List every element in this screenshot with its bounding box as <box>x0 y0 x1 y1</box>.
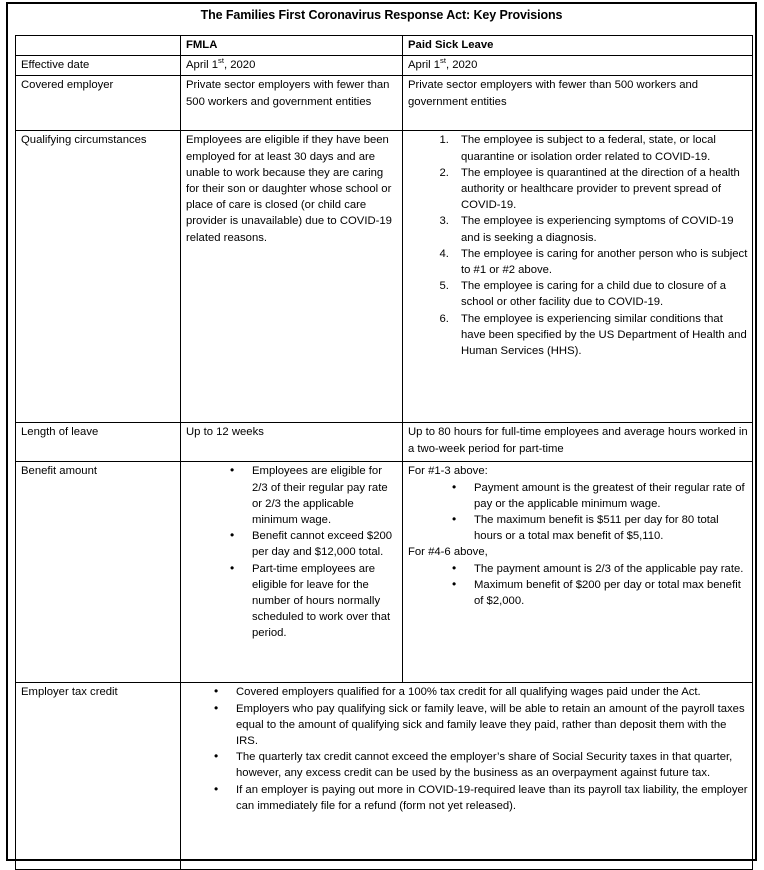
table-row-benefit-amount <box>16 462 753 683</box>
list-item: • Covered employers qualified for a 100% tax credit for all qualifying wages paid under the Act. <box>214 684 748 700</box>
table-row-covered-employer <box>16 76 753 131</box>
list-item: 6. The employee is experiencing similar conditions that have been specified by the US Department of Health and Human Services (HHS). <box>452 311 748 360</box>
row-label-effective-date: Effective date <box>16 56 181 76</box>
benefit-psl-list-2 <box>408 561 748 610</box>
effective-date-fmla-prefix: April 1 <box>186 59 219 72</box>
list-item: • If an employer is paying out more in COVID-19-required leave than its payroll tax liability, the employer can immediately file for a refund (form not yet released). <box>214 782 748 814</box>
qualifying-fmla-text: Employees are eligible if they have been employed for at least 30 days and are unable to work because they are caring for their son or daughter whose school or place of care is closed (or child care provider is unavailable) due to COVID-19 related reasons. <box>186 134 392 244</box>
cell-psl-qualifying-circumstances <box>403 131 753 423</box>
row-label-benefit-amount: Benefit amount <box>16 462 181 683</box>
cell-psl-length-of-leave <box>403 423 753 462</box>
row-label-length-of-leave: Length of leave <box>16 423 181 462</box>
effective-date-psl-suffix: , 2020 <box>445 59 478 72</box>
list-item: • Benefit cannot exceed $200 per day and $12,000 total. <box>230 528 398 560</box>
cell-fmla-effective-date <box>181 56 403 76</box>
table-row-length-of-leave <box>16 423 753 462</box>
row-label-employer-tax-credit: Employer tax credit <box>16 683 181 870</box>
cell-fmla-length-of-leave <box>181 423 403 462</box>
length-of-leave-fmla-text: Up to 12 weeks <box>186 426 264 439</box>
cell-psl-effective-date <box>403 56 753 76</box>
cell-psl-benefit-amount <box>403 462 753 683</box>
effective-date-psl-sup: st <box>440 56 446 66</box>
cell-fmla-qualifying-circumstances <box>181 131 403 423</box>
qualifying-psl-list <box>408 132 748 359</box>
list-item: • Maximum benefit of $200 per day or total max benefit of $2,000. <box>452 577 748 609</box>
effective-date-fmla-sup: st <box>218 56 224 66</box>
benefit-fmla-list <box>186 463 398 641</box>
row-label-qualifying-circumstances: Qualifying circumstances <box>16 131 181 423</box>
covered-employer-fmla-text: Private sector employers with fewer than 500 workers and government entities <box>186 79 390 108</box>
list-item: 4. The employee is caring for another person who is subject to #1 or #2 above. <box>452 246 748 278</box>
table-row-qualifying-circumstances <box>16 131 753 423</box>
list-item: • Employees are eligible for 2/3 of their regular pay rate or 2/3 the applicable minimum wage. <box>230 463 398 528</box>
list-item: • Employers who pay qualifying sick or family leave, will be able to retain an amount of the payroll taxes equal to the amount of qualifying sick and family leave they paid, rather than deposit them with the IRS. <box>214 701 748 750</box>
row-label-covered-employer: Covered employer <box>16 76 181 131</box>
list-item: • The payment amount is 2/3 of the applicable pay rate. <box>452 561 748 577</box>
list-item: 5. The employee is caring for a child due to closure of a school or other facility due to COVID-19. <box>452 278 748 310</box>
column-header-paid-sick-leave: Paid Sick Leave <box>403 36 753 56</box>
list-item: 2. The employee is quarantined at the direction of a health authority or healthcare provider to prevent spread of COVID-19. <box>452 165 748 214</box>
list-item: • Part-time employees are eligible for leave for the number of hours normally scheduled to work over that period. <box>230 561 398 642</box>
covered-employer-psl-text: Private sector employers with fewer than 500 workers and government entities <box>408 79 699 108</box>
cell-fmla-benefit-amount <box>181 462 403 683</box>
page-title: The Families First Coronavirus Response Act: Key Provisions <box>200 8 563 22</box>
benefit-psl-list-1 <box>408 480 748 545</box>
benefit-psl-heading-1: For #1-3 above: <box>408 465 488 478</box>
table-row-effective-date <box>16 56 753 76</box>
document-page <box>6 2 757 861</box>
effective-date-psl-prefix: April 1 <box>408 59 441 72</box>
cell-psl-covered-employer <box>403 76 753 131</box>
column-header-fmla: FMLA <box>181 36 403 56</box>
cell-employer-tax-credit <box>181 683 753 870</box>
effective-date-fmla-suffix: , 2020 <box>223 59 256 72</box>
list-item: 3. The employee is experiencing symptoms of COVID-19 and is seeking a diagnosis. <box>452 213 748 245</box>
cell-fmla-covered-employer <box>181 76 403 131</box>
list-item: • The maximum benefit is $511 per day for 80 total hours or a total max benefit of $5,110. <box>452 512 748 544</box>
list-item: • Payment amount is the greatest of their regular rate of pay or the applicable minimum wage. <box>452 480 748 512</box>
list-item: • The quarterly tax credit cannot exceed the employer’s share of Social Security taxes in that quarter, however, any excess credit can be used by the business as an overpayment against future tax. <box>214 749 748 781</box>
table-header-row <box>16 36 753 56</box>
employer-tax-credit-list <box>186 684 748 814</box>
header-cell-empty <box>16 36 181 56</box>
table-row-employer-tax-credit <box>16 683 753 870</box>
length-of-leave-psl-text: Up to 80 hours for full-time employees and average hours worked in a two-week period for part-time <box>408 426 748 455</box>
list-item: 1. The employee is subject to a federal, state, or local quarantine or isolation order related to COVID-19. <box>452 132 748 164</box>
key-provisions-table <box>15 35 753 870</box>
benefit-psl-heading-2: For #4-6 above, <box>408 546 488 559</box>
